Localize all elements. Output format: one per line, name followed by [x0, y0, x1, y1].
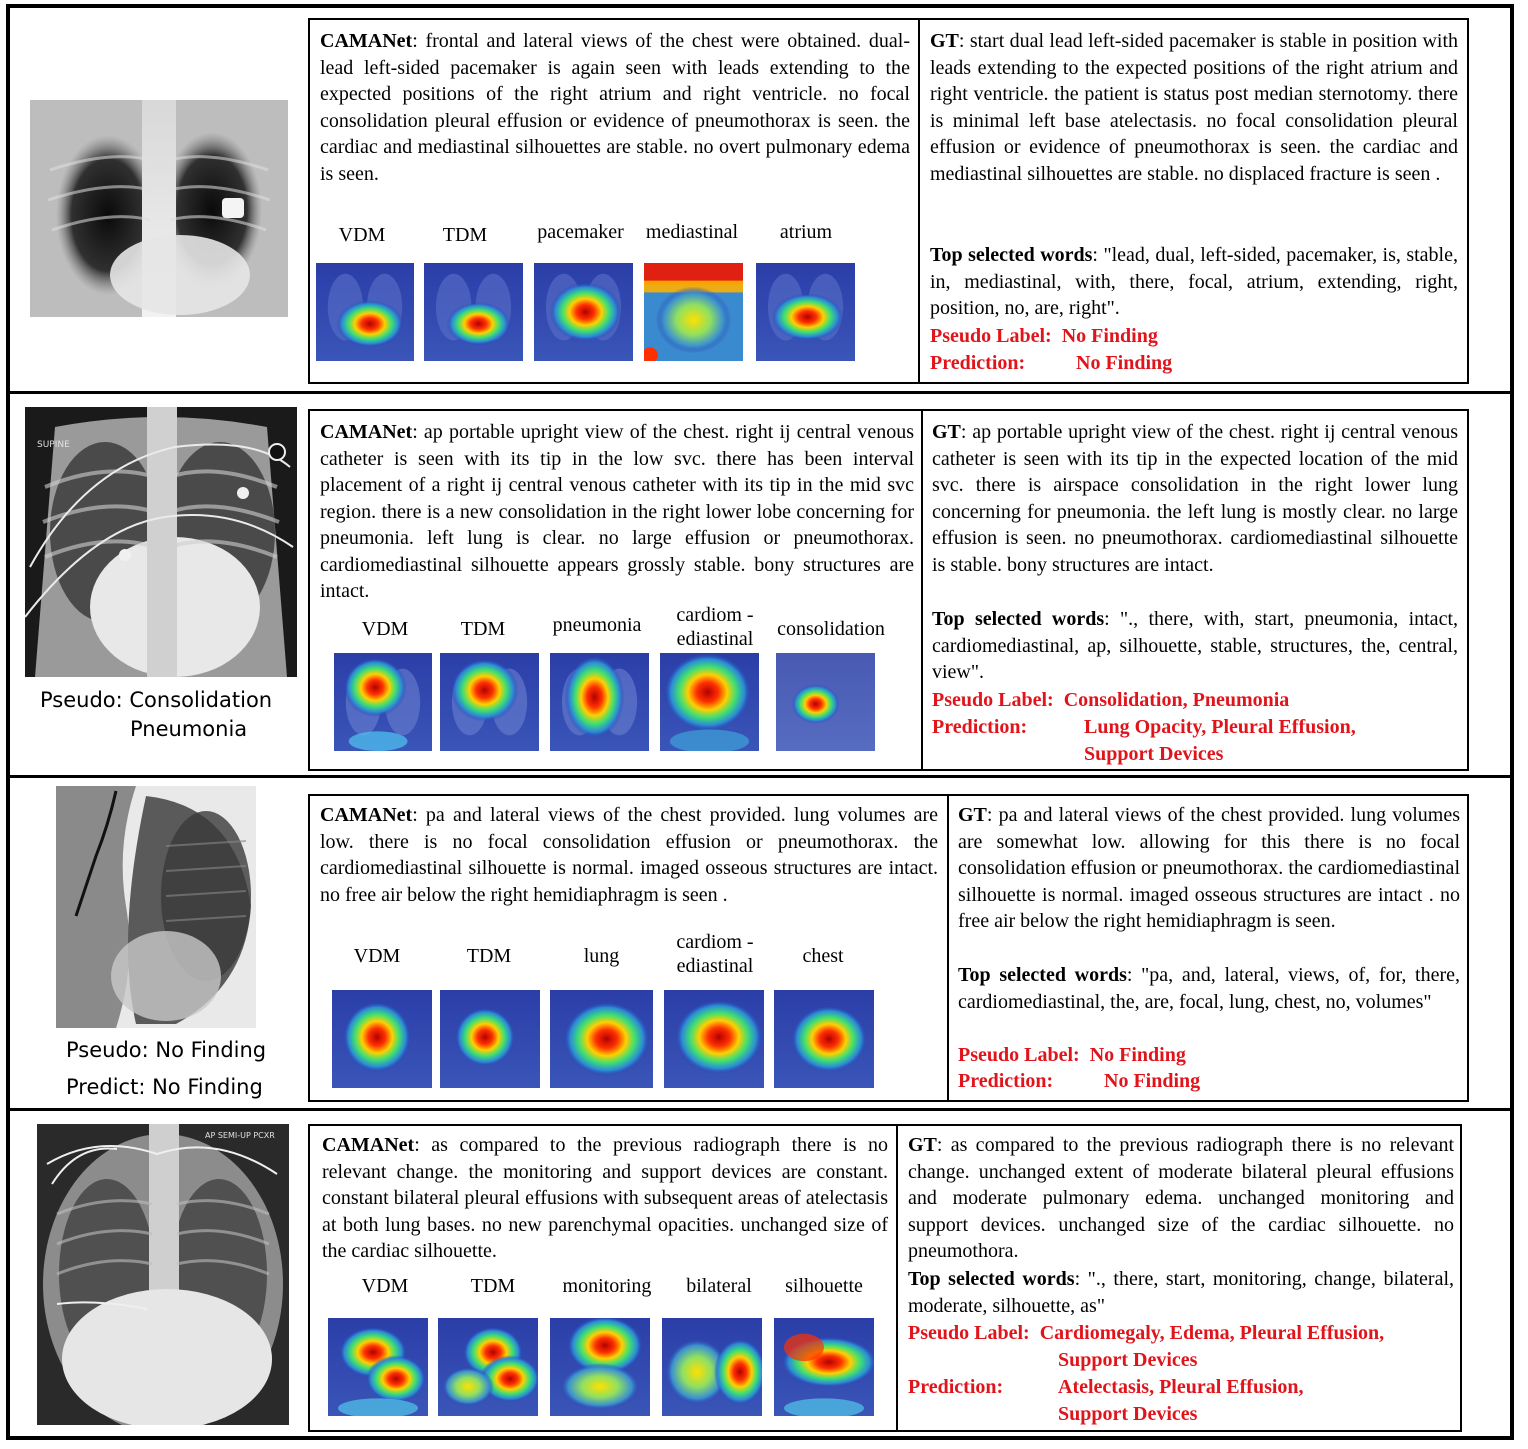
report-panel	[308, 794, 1469, 1102]
pseudo-label	[908, 1320, 1384, 1347]
heatmap-image	[440, 653, 539, 751]
camanet-report: CAMANet: frontal and lateral views of the chest were obtained. dual-lead left-sided pacemaker is again seen with leads extending to the expected positions of the right atrium and right ventricle. no focal consolidation pleural effusion or evidence of pneumothorax is seen. the cardiac and mediastinal silhouettes are stable. no overt pulmonary edema is seen.	[320, 30, 910, 185]
report-panel	[308, 409, 1469, 771]
column-separator	[921, 411, 923, 769]
heatmap-image	[662, 1318, 762, 1416]
pseudo-label-value: Cardiomegaly, Edema, Pleural Effusion,	[1039, 1322, 1385, 1344]
pseudo-label-key: Pseudo Label:	[908, 1322, 1030, 1344]
pseudo-label-continued: Support Devices	[1058, 1349, 1198, 1371]
heatmap-label: pneumonia	[552, 614, 642, 636]
heatmap-image	[334, 653, 432, 751]
prediction-label	[908, 1374, 1304, 1401]
heatmap-label: VDM	[338, 224, 386, 246]
chest-xray-image	[30, 100, 288, 317]
heatmap-label: lung	[583, 945, 620, 967]
heatmap-label: cardiom -ediastinal	[676, 931, 754, 977]
heatmap-label: VDM	[361, 618, 409, 640]
prediction-key: Prediction:	[958, 1070, 1054, 1092]
prediction-label	[932, 714, 1356, 741]
pseudo-caption: Pseudo: Consolidation	[40, 688, 273, 712]
pseudo-label-key: Pseudo Label:	[958, 1044, 1080, 1066]
column-separator	[918, 20, 920, 382]
heatmap-label: TDM	[470, 1275, 516, 1297]
heatmap-label: monitoring	[562, 1275, 652, 1297]
heatmap-label: mediastinal	[645, 221, 739, 243]
heatmap-label: pacemaker	[537, 221, 624, 243]
camanet-report: CAMANet: ap portable upright view of the chest. right ij central venous catheter is seen with its tip in the low svc. there has been interval placement of a right ij central venous catheter with its tip in the mid svc region. there is a new consolidation in the right lower lobe concerning for pneumonia. left lung is clear. no large effusion or pneumothorax. cardiomediastinal silhouette appears grossly stable. bony structures are intact.	[320, 421, 914, 602]
pseudo-label-key: Pseudo Label:	[932, 689, 1054, 711]
prediction-value-continued: Support Devices	[1058, 1403, 1198, 1425]
report-panel	[308, 1124, 1462, 1432]
chest-xray-image	[56, 786, 256, 1028]
prediction-value: No Finding	[1104, 1070, 1201, 1092]
heatmap-image	[332, 990, 432, 1088]
camanet-report: CAMANet: pa and lateral views of the chest provided. lung volumes are low. there is no focal consolidation effusion or pneumothorax. the cardiomediastinal silhouette is normal. imaged osseous structures are intact. no free air below the right hemidiaphragm is seen .	[320, 804, 938, 906]
pseudo-label	[932, 687, 1289, 714]
heatmap-image	[438, 1318, 538, 1416]
pseudo-caption: Pneumonia	[130, 717, 248, 741]
top-selected-words: Top selected words: "pa, and, lateral, views, of, for, there, cardiomediastinal, the, are, focal, lung, chest, no, volumes"	[958, 964, 1461, 1013]
heatmap-image	[774, 990, 874, 1088]
top-selected-words: Top selected words: "., there, start, monitoring, change, bilateral, moderate, silhouette, as"	[908, 1268, 1454, 1317]
heatmap-label: chest	[802, 945, 844, 967]
camanet-report: CAMANet: as compared to the previous radiograph there is no relevant change. the monitoring and support devices are constant. constant bilateral pleural effusions with subsequent areas of atelectasis at both lung bases. no new parenchymal opacities. unchanged size of the cardiac silhouette.	[322, 1134, 888, 1262]
prediction-value: Atelectasis, Pleural Effusion,	[1058, 1376, 1304, 1398]
prediction-value-continued: Support Devices	[1084, 743, 1224, 765]
gt-report: GT: start dual lead left-sided pacemaker is stable in position with leads extending to the expected positions of the right atrium and right ventricle. the patient is status post median sternotomy. there is minimal left base atelectasis. no focal consolidation pleural effusion or evidence of pneumothorax is seen. the cardiac and mediastinal silhouettes are stable. no displaced fracture is seen .	[930, 30, 1458, 185]
heatmap-image	[550, 990, 653, 1088]
heatmap-label: cardiom -ediastinal	[676, 604, 754, 650]
heatmap-label: atrium	[779, 221, 833, 243]
heatmap-image	[316, 263, 414, 361]
heatmap-image	[550, 653, 649, 751]
row-divider	[6, 1108, 1514, 1111]
heatmap-label: consolidation	[777, 618, 885, 640]
heatmap-image	[660, 653, 759, 751]
heatmap-image	[424, 263, 523, 361]
heatmap-image	[776, 653, 875, 751]
column-separator	[896, 1126, 898, 1430]
heatmap-label: bilateral	[686, 1275, 752, 1297]
gt-report: GT: as compared to the previous radiograph there is no relevant change. unchanged extent of moderate bilateral pleural effusions and moderate pulmonary edema. unchanged monitoring and support devices. unchanged size of the cardiac silhouette. no pneumothora.	[908, 1134, 1454, 1262]
prediction-key: Prediction:	[908, 1376, 1004, 1398]
row-divider	[6, 391, 1514, 394]
heatmap-image	[664, 990, 764, 1088]
heatmap-label: VDM	[361, 1275, 409, 1297]
heatmap-image	[644, 263, 743, 361]
chest-xray-image	[37, 1124, 289, 1425]
prediction-label	[958, 1068, 1200, 1095]
top-selected-words: Top selected words: "., there, with, start, pneumonia, intact, cardiomediastinal, ap, silhouette, stable, structures, the, central, view".	[932, 608, 1458, 683]
heatmap-image	[774, 1318, 874, 1416]
pseudo-caption: Pseudo: No Finding	[66, 1038, 267, 1062]
prediction-key: Prediction:	[932, 716, 1028, 738]
xray-marker-text: SUPINE	[37, 440, 70, 450]
prediction-key: Prediction:	[930, 352, 1026, 374]
heatmap-image	[534, 263, 633, 361]
chest-xray-image	[25, 407, 297, 677]
heatmap-label: TDM	[460, 618, 506, 640]
pseudo-label-value: Consolidation, Pneumonia	[1063, 689, 1290, 711]
heatmap-image	[328, 1318, 428, 1416]
pseudo-label	[930, 323, 1158, 350]
heatmap-image	[756, 263, 855, 361]
gt-report: GT: ap portable upright view of the chest. right ij central venous catheter is seen with its tip in the expected location of the mid svc. there is airspace consolidation in the right lower lung concerning for pneumonia. the left lung is mostly clear. no large effusion is seen. no pneumothorax. cardiomediastinal silhouette is stable. bony structures are intact.	[932, 421, 1458, 576]
top-selected-words: Top selected words: "lead, dual, left-sided, pacemaker, is, stable, in, mediastinal, with, there, focal, atrium, extending, right, position, no, are, right".	[930, 244, 1458, 319]
heatmap-image	[550, 1318, 650, 1416]
prediction-value: No Finding	[1076, 352, 1173, 374]
heatmap-label: TDM	[466, 945, 512, 967]
row-divider	[6, 775, 1514, 778]
pseudo-label-value: No Finding	[1061, 325, 1158, 347]
pseudo-label-key: Pseudo Label:	[930, 325, 1052, 347]
predict-caption: Predict: No Finding	[66, 1075, 263, 1099]
pseudo-label	[958, 1042, 1186, 1069]
prediction-value: Lung Opacity, Pleural Effusion,	[1084, 716, 1356, 738]
prediction-label	[930, 350, 1172, 377]
heatmap-label: VDM	[353, 945, 401, 967]
gt-report: GT: pa and lateral views of the chest provided. lung volumes are somewhat low. allowing for this there is no focal consolidation effusion or pneumothorax. the cardiomediastinal silhouette is normal. imaged osseous structures are intact . no free air below the right hemidiaphragm is seen.	[958, 804, 1460, 932]
heatmap-image	[440, 990, 540, 1088]
pseudo-label-value: No Finding	[1089, 1044, 1186, 1066]
heatmap-label: silhouette	[785, 1275, 863, 1297]
heatmap-label: TDM	[442, 224, 488, 246]
report-panel	[308, 18, 1469, 384]
column-separator	[947, 796, 949, 1100]
xray-marker-text: AP SEMI-UP PCXR	[205, 1131, 275, 1140]
